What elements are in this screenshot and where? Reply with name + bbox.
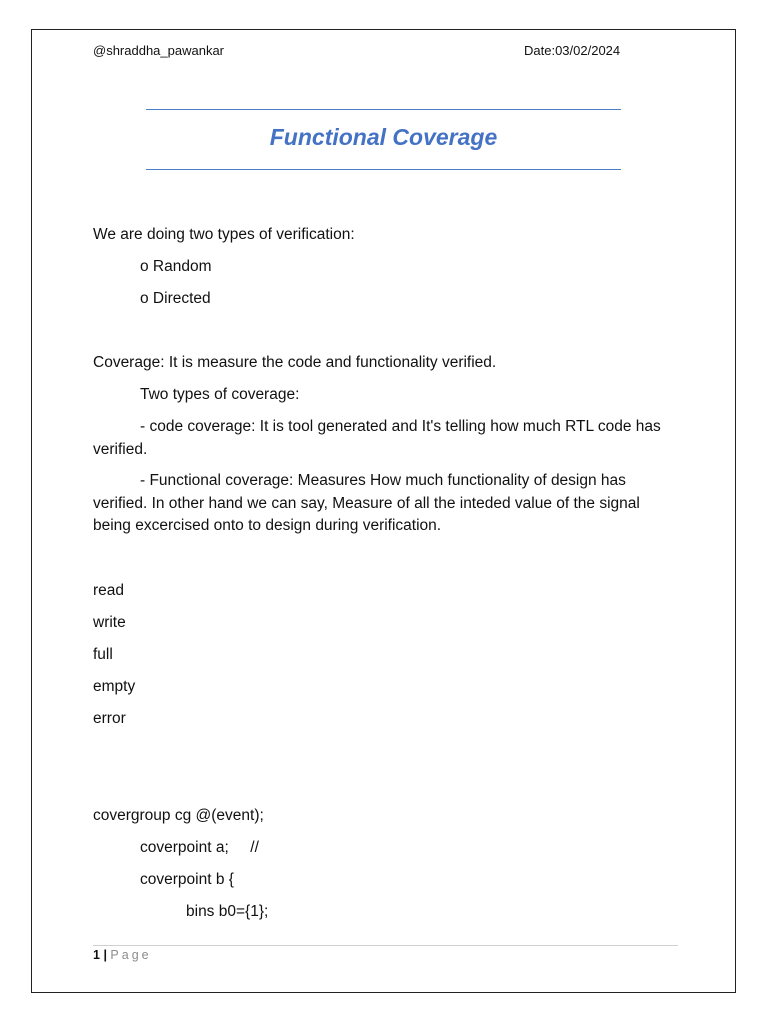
page-title: Functional Coverage xyxy=(269,124,498,150)
header-date: Date:03/02/2024 xyxy=(524,43,621,58)
coverage-definition: Coverage: It is measure the code and functionality verified. xyxy=(93,354,497,371)
verification-type-random: o Random xyxy=(140,258,212,275)
signal-error: error xyxy=(93,710,126,727)
footer-rule xyxy=(93,945,678,946)
verification-type-directed: o Directed xyxy=(140,290,211,307)
code-line-covergroup: covergroup cg @(event); xyxy=(93,807,264,824)
signal-read: read xyxy=(93,582,125,599)
verification-intro: We are doing two types of verification: xyxy=(93,226,355,243)
code-line-coverpoint-a: coverpoint a; // xyxy=(140,839,259,856)
title-rule-top xyxy=(146,109,621,110)
title-rule-bottom xyxy=(146,169,621,170)
code-line-coverpoint-b: coverpoint b { xyxy=(140,871,234,888)
code-line-bins: bins b0={1}; xyxy=(186,903,269,920)
functional-coverage-paragraph: - Functional coverage: Measures How much functionality of design has verified. In other hand we can say, Measure of all the inteded value of the signal being excercised onto to design during verification. xyxy=(93,472,640,534)
code-coverage-paragraph: - code coverage: It is tool generated and It's telling how much RTL code has verified. xyxy=(93,418,661,458)
coverage-two-types: Two types of coverage: xyxy=(140,386,300,403)
page-footer xyxy=(93,948,152,962)
signal-empty: empty xyxy=(93,678,136,695)
footer-page-number: 1 xyxy=(93,948,100,962)
signal-write: write xyxy=(93,614,126,631)
footer-page-label: Page xyxy=(110,948,152,962)
signal-full: full xyxy=(93,646,113,663)
footer-separator: | xyxy=(103,948,107,962)
header-author: @shraddha_pawankar xyxy=(93,43,225,58)
